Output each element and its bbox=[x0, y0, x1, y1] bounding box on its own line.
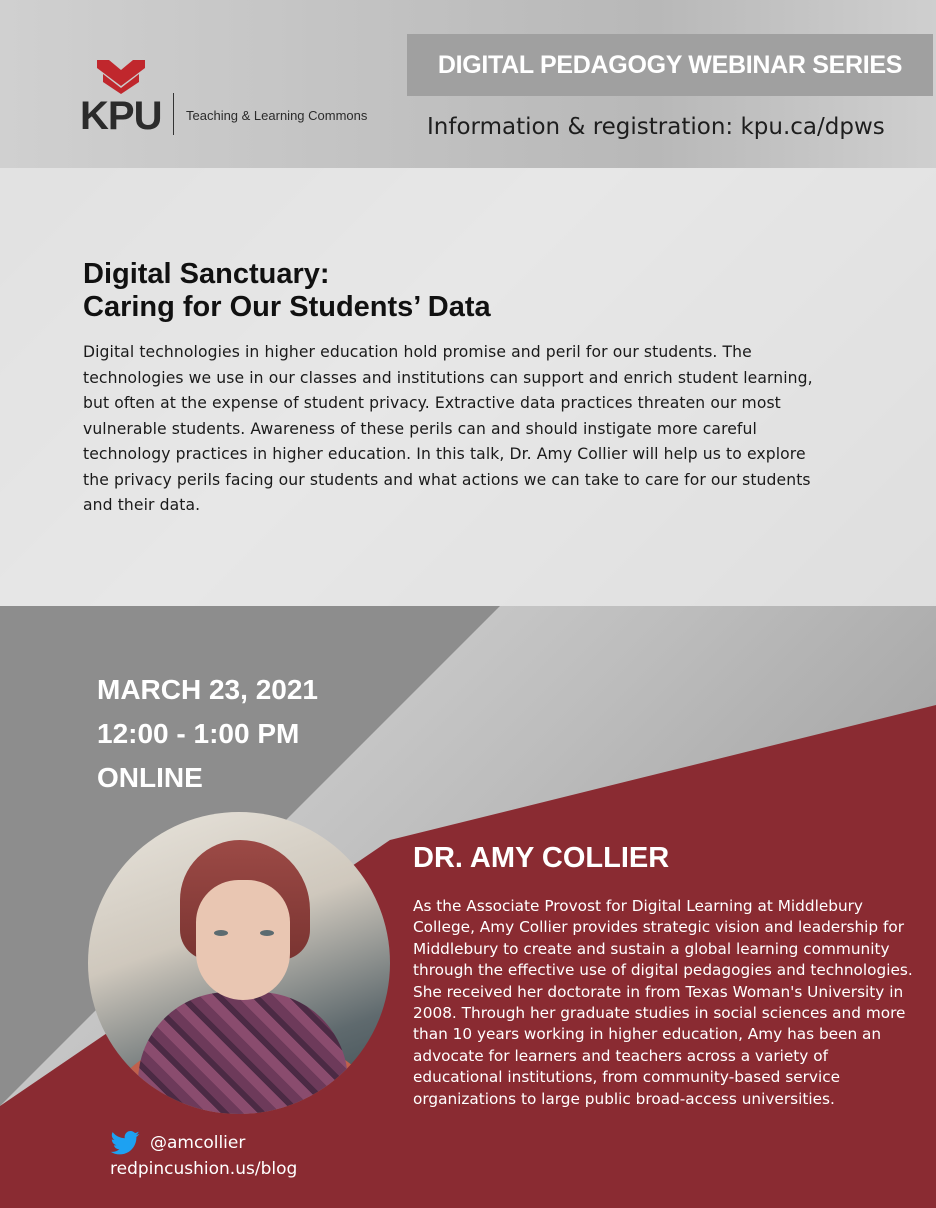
logo-wordmark: KPU bbox=[80, 94, 162, 138]
event-location: ONLINE bbox=[97, 762, 203, 793]
speaker-portrait bbox=[88, 812, 390, 1114]
event-date: MARCH 23, 2021 bbox=[97, 674, 318, 705]
blog-link[interactable]: redpincushion.us/blog bbox=[110, 1159, 298, 1179]
portrait-scarf bbox=[138, 992, 348, 1114]
talk-title-line-1: Digital Sanctuary: bbox=[83, 258, 330, 290]
twitter-handle: @amcollier bbox=[150, 1133, 246, 1153]
logo-subtitle: Teaching & Learning Commons bbox=[186, 108, 368, 123]
event-details bbox=[97, 668, 318, 800]
talk-title-line-2: Caring for Our Students’ Data bbox=[83, 291, 491, 323]
speaker-name: DR. AMY COLLIER bbox=[413, 842, 670, 874]
event-time: 12:00 - 1:00 PM bbox=[97, 718, 300, 749]
talk-description: Digital technologies in higher education hold promise and peril for our students. The technologies we use in our classes and institutions can support and enrich student learning, but often at the expense of student privacy. Extractive data practices threaten our most vulnerable students. Awareness of these perils can and should instigate more careful technology practices in higher education. In this talk, Dr. Amy Collier will help us to explore the privacy perils facing our students and what actions we can take to care for our students and their data. bbox=[83, 343, 813, 514]
twitter-link[interactable] bbox=[110, 1131, 245, 1155]
portrait-eyes bbox=[212, 930, 276, 938]
portrait-face bbox=[196, 880, 290, 1000]
speaker-bio: As the Associate Provost for Digital Learning at Middlebury College, Amy Collier provides strategic vision and leadership for Middlebury to create and sustain a global learning community through the effective use of digital pedagogies and technologies. She received her doctorate in from Texas Woman's University in 2008. Through her graduate studies in social sciences and more than 10 years working in higher education, Amy has been an advocate for learners and teachers across a variety of educational institutions, from community-based service organizations to large public broad-access universities. bbox=[413, 897, 913, 1108]
series-title: DIGITAL PEDAGOGY WEBINAR SERIES bbox=[437, 50, 903, 79]
registration-info: Information & registration: kpu.ca/dpws bbox=[427, 114, 885, 140]
twitter-bird-icon bbox=[110, 1131, 140, 1155]
